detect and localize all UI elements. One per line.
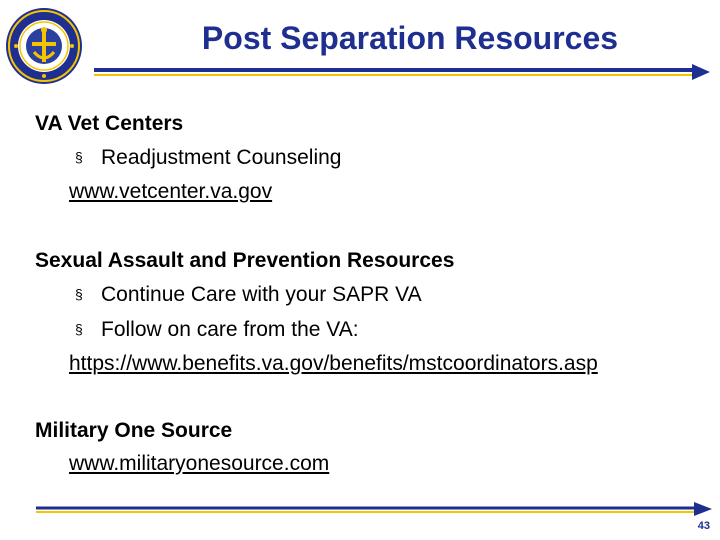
footer-divider-arrow <box>36 502 712 520</box>
link-item <box>35 347 705 381</box>
link-item <box>35 175 705 209</box>
square-bullet-icon: § <box>75 149 83 165</box>
bullet-item <box>35 277 705 312</box>
section-heading-va-vet-centers: VA Vet Centers <box>35 112 184 135</box>
navy-seal-icon <box>4 6 84 86</box>
square-bullet-icon: § <box>75 321 83 337</box>
bullet-item <box>35 140 705 175</box>
bullet-text: Continue Care with your SAPR VA <box>101 283 422 306</box>
link-item <box>35 447 705 481</box>
title-divider-arrow <box>94 64 710 82</box>
bullet-text: Follow on care from the VA: <box>101 318 359 341</box>
bullet-text: Readjustment Counseling <box>101 146 342 169</box>
military-one-source-link[interactable]: www.militaryonesource.com <box>69 452 330 475</box>
page-number: 43 <box>697 520 710 532</box>
slide-title: Post Separation Resources <box>201 20 619 56</box>
bullet-item <box>35 312 705 347</box>
vetcenter-link[interactable]: www.vetcenter.va.gov <box>69 180 273 203</box>
section-heading-sexual-assault: Sexual Assault and Prevention Resources <box>35 249 455 272</box>
square-bullet-icon: § <box>75 286 83 302</box>
mst-coordinators-link[interactable]: https://www.benefits.va.gov/benefits/mstcoordinators.asp <box>69 352 598 375</box>
section-heading-military-one-source: Military One Source <box>35 419 233 442</box>
slide-body <box>35 108 705 481</box>
